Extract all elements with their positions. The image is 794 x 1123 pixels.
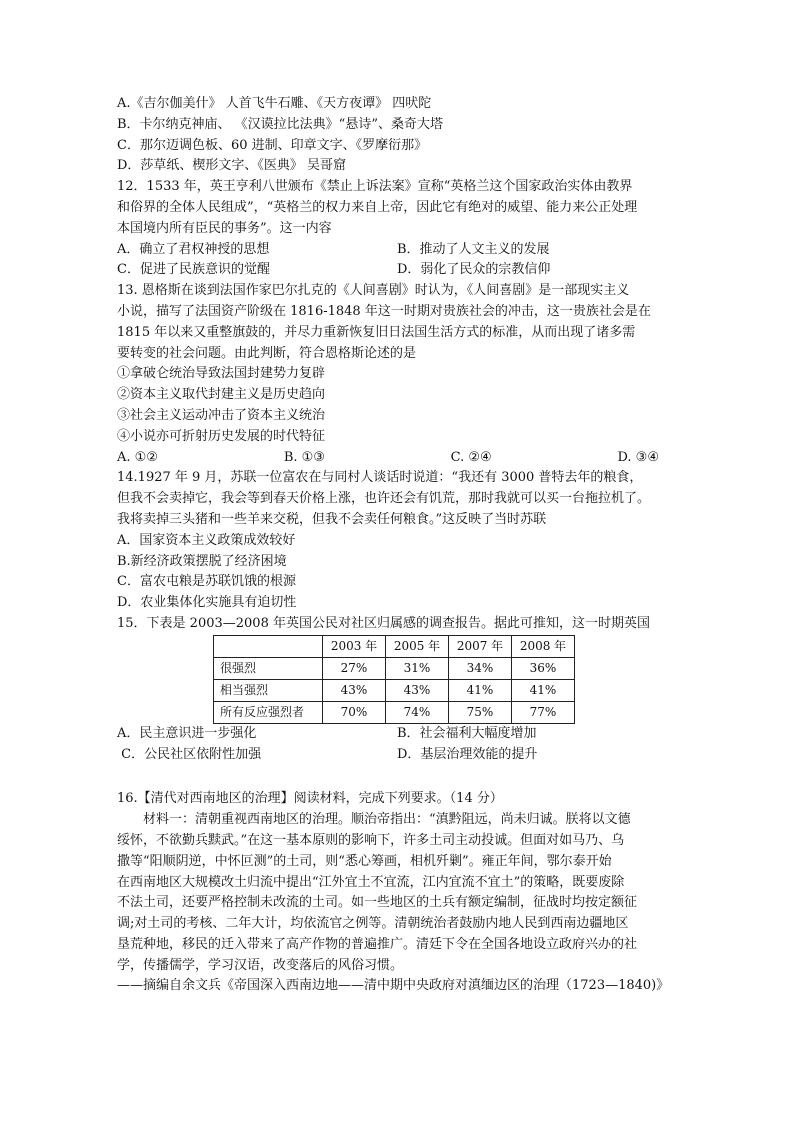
- q12-stem-line-2: 和俗界的全体人民组成”，“英格兰的权力来自上帝，因此它有绝对的威望、能力来公正处理: [117, 199, 638, 215]
- q16-stem: 16.【清代对西南地区的治理】阅读材料，完成下列要求。（14 分）: [117, 791, 503, 807]
- table-cell: 41%: [512, 679, 575, 701]
- q13-option-d: D. ③④: [617, 449, 659, 465]
- q16-source: ——摘编自余文兵《帝国深入西南边地——清中期中央政府对滇缅边区的治理（1723—1840)》: [117, 978, 670, 994]
- q14-stem-line-3: 我将卖掉三头猪和一些羊来交税，但我不会卖任何粮食。”这反映了当时苏联: [117, 511, 547, 527]
- table-cell: 相当强烈: [214, 679, 323, 701]
- q13-options: [117, 448, 677, 469]
- q13-option-c: C. ②④: [450, 449, 492, 465]
- table-header-cell: 2008 年: [512, 635, 575, 657]
- q16-material-line-1: 材料一：清朝重视西南地区的治理。顺治帝指出：“滇黔阻远，尚未归诚。朕将以文德: [143, 812, 631, 828]
- table-cell: 77%: [512, 701, 575, 723]
- table-cell: 31%: [386, 657, 449, 679]
- table-cell: 75%: [449, 701, 512, 723]
- q11-option-d: D．莎草纸、楔形文字、《医典》 吴哥窟: [117, 158, 347, 174]
- table-header-cell: [214, 635, 323, 657]
- q11-option-a: A.《吉尔伽美什》 人首飞牛石雕、《天方夜谭》 四吠陀: [117, 96, 432, 111]
- q16-material-line-5: 不法土司，还要严格控制未改流的土司。如一些地区的土兵有额定编制，征战时均按定额征: [117, 895, 638, 911]
- q14-option-b: B.新经济政策摆脱了经济困境: [117, 553, 287, 569]
- q11-option-b: B．卡尔纳克神庙、 《汉谟拉比法典》“悬诗”、桑奇大塔: [117, 116, 443, 132]
- q13-option-b: B. ①③: [283, 449, 325, 465]
- table-cell: 36%: [512, 657, 575, 679]
- survey-table-header: [214, 635, 575, 657]
- q16-material-line-4: 在西南地区大规模改土归流中提出“江外宜土不宜流，江内宜流不宜土”的策略，既要废除: [117, 874, 625, 890]
- table-row: [214, 679, 575, 701]
- q15-options-row-2: [117, 745, 677, 766]
- table-cell: 所有反应强烈者: [214, 701, 323, 723]
- table-header-cell: 2003 年: [323, 635, 386, 657]
- question-14: [117, 468, 677, 614]
- q13-stem-line-1: 13. 恩格斯在谈到法国作家巴尔扎克的《人间喜剧》时认为，《人间喜剧》是一部现实主义: [117, 283, 630, 299]
- q12-options-row-1: [117, 240, 677, 261]
- q15-option-a: A．民主意识进一步强化: [117, 725, 257, 741]
- table-cell: 41%: [449, 679, 512, 701]
- q14-stem-line-1: 14.1927 年 9 月，苏联一位富农在与同村人谈话时说道：“我还有 3000 普特去年的粮食，: [117, 470, 643, 486]
- q13-item-2: ②资本主义取代封建主义是历史趋向: [117, 387, 326, 403]
- section-gap: [117, 765, 677, 789]
- exam-page: [117, 94, 677, 997]
- survey-table: [213, 635, 575, 724]
- q12-stem-line-1: 12．1533 年，英王亨利八世颁布《禁止上诉法案》宣称“英格兰这个国家政治实体由教界: [117, 179, 633, 195]
- table-cell: 43%: [323, 679, 386, 701]
- q16-material-line-2: 绥怀，不欲勤兵黩武。”在这一基本原则的影响下，许多土司主动投诚。但面对如马乃、乌: [117, 832, 625, 848]
- q11-options: [117, 94, 677, 177]
- table-row: [214, 701, 575, 723]
- q15-options-row-1: [117, 724, 677, 745]
- table-cell: 很强烈: [214, 657, 323, 679]
- table-cell: 34%: [449, 657, 512, 679]
- q14-stem-line-2: 但我不会卖掉它，我会等到春天价格上涨，也许还会有饥荒，那时我就可以买一台拖拉机了。: [117, 491, 651, 507]
- question-13: [117, 281, 677, 468]
- q15-option-b: B．社会福利大幅度增加: [397, 725, 537, 741]
- table-cell: 70%: [323, 701, 386, 723]
- q15-option-d: D．基层治理效能的提升: [397, 746, 538, 762]
- q16-material-line-7: 垦荒种地，移民的迁入带来了高产作物的普遍推广。清廷下令在全国各地设立政府兴办的社: [117, 936, 638, 952]
- q13-stem-line-2: 小说，描写了法国资产阶级在 1816-1848 年这一时期对贵族社会的冲击，这一贵族社会是在: [117, 303, 651, 319]
- table-row: [214, 657, 575, 679]
- q12-option-d: D．弱化了民众的宗教信仰: [397, 262, 551, 278]
- q11-option-c: C．那尔迈调色板、60 进制、印章文字、《罗摩衍那》: [117, 137, 428, 153]
- q12-option-a: A．确立了君权神授的思想: [117, 241, 270, 257]
- q13-stem-line-4: 要转变的社会问题。由此判断，符合恩格斯论述的是: [117, 345, 417, 361]
- table-cell: 27%: [323, 657, 386, 679]
- question-16: [117, 789, 677, 997]
- q15-stem: 15．下表是 2003—2008 年英国公民对社区归属感的调查报告。据此可推知，这一时期英国: [117, 615, 650, 631]
- q13-item-3: ③社会主义运动冲击了资本主义统治: [117, 407, 326, 423]
- q13-item-1: ①拿破仑统治导致法国封建势力复辟: [117, 366, 326, 382]
- q12-stem-line-3: 本国境内所有臣民的事务”。这一内容: [117, 220, 332, 236]
- table-cell: 43%: [386, 679, 449, 701]
- q12-option-c: C．促进了民族意识的觉醒: [117, 262, 270, 278]
- q14-option-c: C．富农屯粮是苏联饥饿的根源: [117, 574, 296, 590]
- q14-option-a: A．国家资本主义政策成效较好: [117, 532, 296, 548]
- q15-option-c: C．公民社区依附性加强: [117, 746, 262, 762]
- table-header-cell: 2005 年: [386, 635, 449, 657]
- table-cell: 74%: [386, 701, 449, 723]
- q12-options-row-2: [117, 260, 677, 281]
- q12-option-b: B．推动了人文主义的发展: [397, 241, 550, 257]
- question-15: [117, 614, 677, 765]
- q13-item-4: ④小说亦可折射历史发展的时代特征: [117, 428, 326, 444]
- q16-material-line-3: 撒等“阳顺阴逆，中怀叵测”的土司，则“悉心筹画，相机歼剿”。雍正年间，鄂尔泰开始: [117, 853, 612, 869]
- q16-material-line-6: 调;对土司的考核、二年大计，均依流官之例等。清朝统治者鼓励内地人民到西南边疆地区: [117, 916, 629, 932]
- table-header-cell: 2007 年: [449, 635, 512, 657]
- question-12: [117, 177, 677, 281]
- q16-material-line-8: 学，传播儒学，学习汉语，改变落后的风俗习惯。: [117, 957, 404, 973]
- q13-option-a: A. ①②: [117, 449, 158, 465]
- q13-stem-line-3: 1815 年以来又重整旗鼓的，并尽力重新恢复旧日法国生活方式的标准，从而出现了诸多需: [117, 324, 636, 340]
- q14-option-d: D．农业集体化实施具有迫切性: [117, 595, 297, 611]
